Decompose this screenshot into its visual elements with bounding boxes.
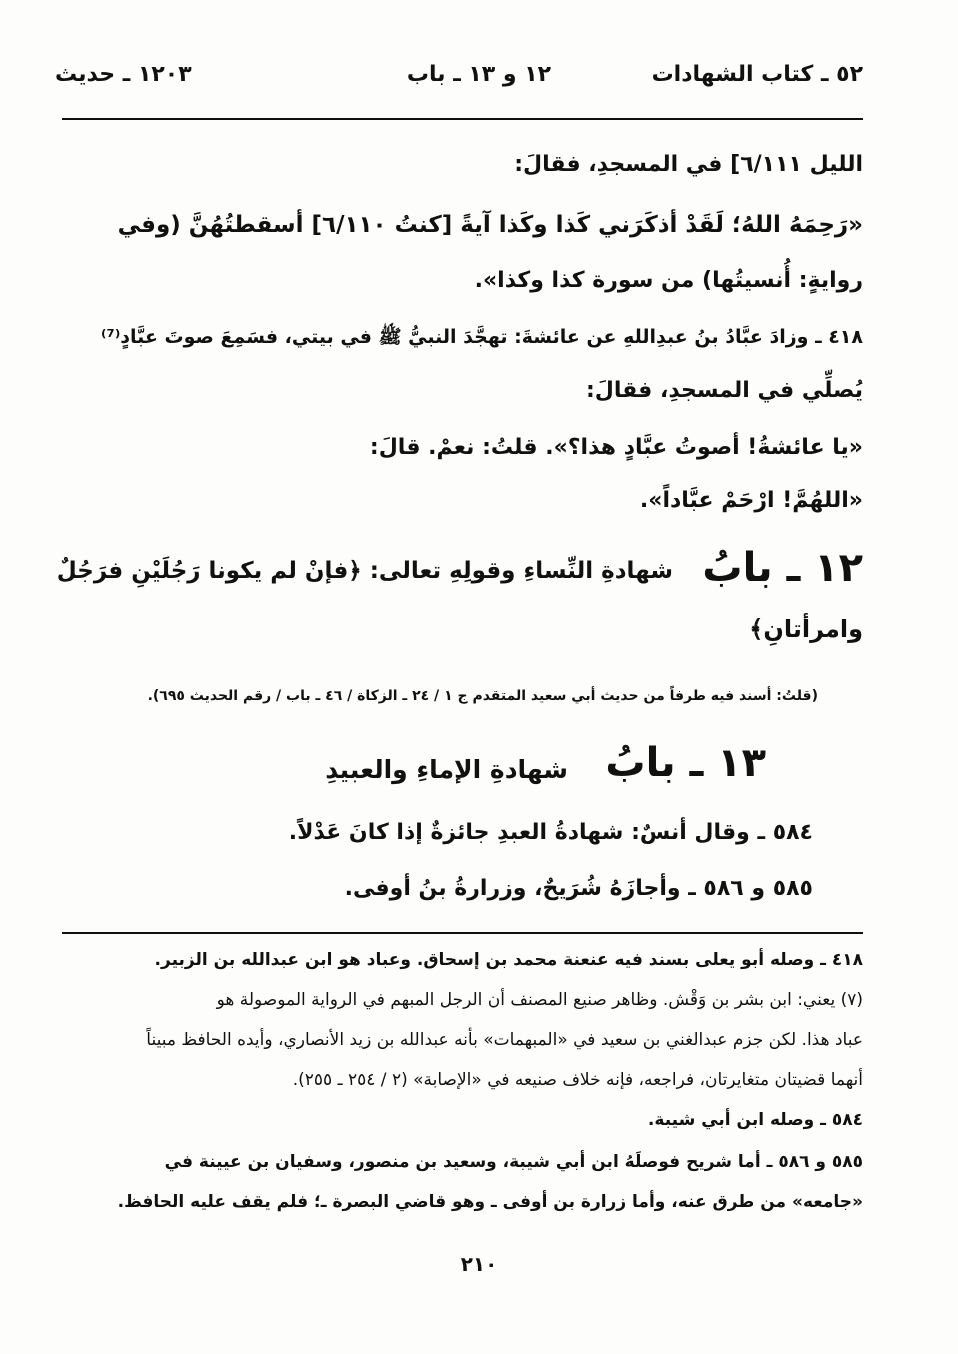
chapter-13-heading: ١٣ ـ بابُ bbox=[605, 740, 766, 786]
athar-585-586: ٥٨٥ و ٥٨٦ ـ وأجازَهُ شُرَيحٌ، وزرارةُ بنُ أوفى. bbox=[344, 876, 813, 901]
footnote-7-line-1: (٧) يعني: ابن بشر بن وَقْش. وظاهر صنيع المصنف أن الرجل المبهم في الرواية الموصولة هو bbox=[216, 990, 863, 1010]
footnote-7-line-3: أنهما قضيتان متغايرتان، فراجعه، فإنه خلاف صنيعه في «الإصابة» (٢ / ٢٥٤ ـ ٢٥٥). bbox=[292, 1070, 863, 1090]
page-number: ٢١٠ bbox=[460, 1252, 498, 1276]
athar-584: ٥٨٤ ـ وقال أنسٌ: شهادةُ العبدِ جائزةٌ إذا كانَ عَدْلاً. bbox=[288, 820, 813, 845]
footnote-585-586-line-1: ٥٨٥ و ٥٨٦ ـ أما شريح فوصلَهُ ابن أبي شيبة، وسعيد بن منصور، وسفيان بن عيينة في bbox=[164, 1152, 863, 1172]
chapter-12-heading: ١٢ ـ بابُ bbox=[702, 545, 863, 591]
running-header-chapter: ١٢ و ١٣ ـ باب bbox=[406, 62, 552, 87]
header-rule bbox=[62, 118, 863, 120]
footnote-rule bbox=[62, 932, 863, 934]
body-line-5: يُصلِّي في المسجدِ، فقالَ: bbox=[585, 378, 863, 403]
chapter-13-title: شهادةِ الإماءِ والعبيدِ bbox=[325, 755, 568, 784]
editor-note: (قلتُ: أسند فيه طرفاً من حديث أبي سعيد المتقدم ج ١ / ٢٤ ـ الزكاة / ٤٦ ـ باب / رقم الحديث ٦٩٥). bbox=[147, 688, 818, 704]
hadith-418: ٤١٨ ـ وزادَ عبَّادُ بنُ عبدِاللهِ عن عائشةَ: تهجَّدَ النبيُّ ﷺ في بيتي، فسَمِعَ صوتَ عبَّادٍ⁽⁷⁾ bbox=[101, 326, 863, 348]
chapter-12-title-cont: وامرأتانِ﴾ bbox=[749, 615, 863, 643]
body-line-2: «رَحِمَهُ اللهُ؛ لَقَدْ أذكَرَني كَذا وكَذا آيةً [كنتُ ٦/١١٠] أسقطتُهُنَّ (وفي bbox=[117, 212, 863, 238]
body-line-3: روايةٍ: أُنسيتُها) من سورة كذا وكذا». bbox=[474, 268, 863, 293]
footnote-585-586-line-2: «جامعه» من طرق عنه، وأما زرارة بن أوفى ـ وهو قاضي البصرة ـ؛ فلم يقف عليه الحافظ. bbox=[117, 1192, 863, 1212]
body-line-7: «اللهُمَّ! ارْحَمْ عبَّاداً». bbox=[639, 488, 863, 513]
footnote-7-line-2: عباد هذا. لكن جزم عبدالغني بن سعيد في «المبهمات» بأنه عبدالله بن زيد الأنصاري، وأيده الحافظ مبيناً bbox=[146, 1030, 863, 1050]
body-line-6: «يا عائشةُ! أصوتُ عبَّادٍ هذا؟». قلتُ: نعمْ. قالَ: bbox=[369, 435, 863, 460]
running-header-hadith: ١٢٠٣ ـ حديث bbox=[55, 62, 192, 87]
chapter-12-title: شهادةِ النِّساءِ وقولِهِ تعالى: ﴿فإنْ لم يكونا رَجُلَيْنِ فرَجُلٌ bbox=[56, 558, 673, 584]
running-header-book: ٥٢ ـ كتاب الشهادات bbox=[651, 62, 863, 87]
footnote-584: ٥٨٤ ـ وصله ابن أبي شيبة. bbox=[647, 1110, 863, 1130]
footnote-418: ٤١٨ ـ وصله أبو يعلى بسند فيه عنعنة محمد بن إسحاق. وعباد هو ابن عبدالله بن الزبير. bbox=[154, 950, 863, 970]
body-line-1: الليل ٦/١١١] في المسجدِ، فقالَ: bbox=[514, 152, 863, 177]
